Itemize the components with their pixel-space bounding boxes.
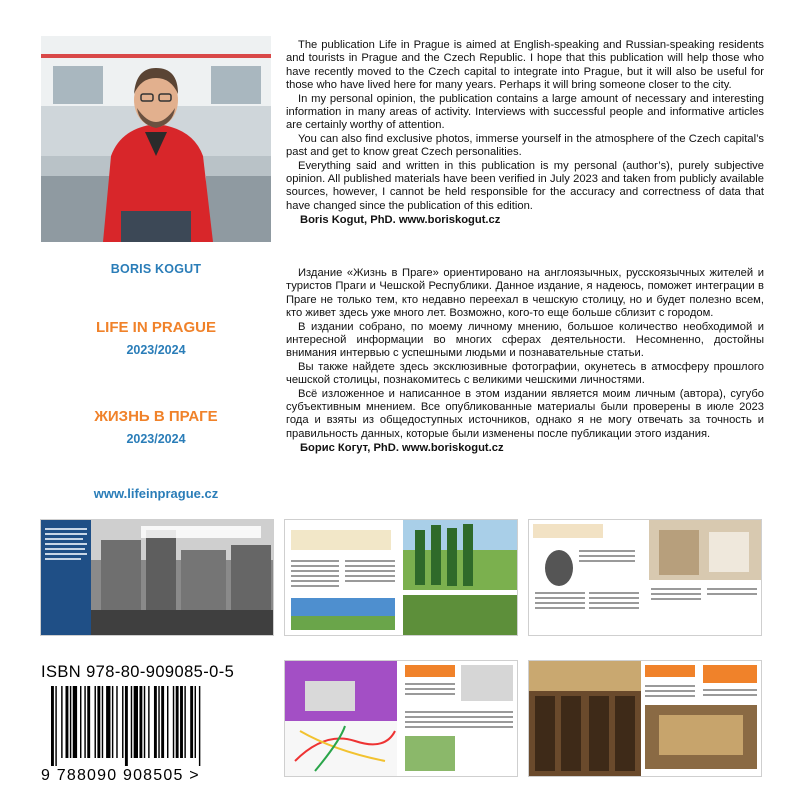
website-link[interactable]: www.lifeinprague.cz: [93, 486, 219, 501]
barcode-digits: 9 788090 908505 >: [41, 767, 200, 784]
english-paragraph: Everything said and written in this publication is my personal (author’s), purely subjective opinion. All published materials have been verified in July 2023 and taken from publicly available sources, however, I cannot be held responsible for the accuracy and correctness of data that have changed since the publication of this edition.: [286, 159, 764, 212]
barcode-bar: [144, 686, 145, 758]
barcode-bar: [134, 686, 138, 758]
barcode-bar: [148, 686, 149, 758]
russian-paragraph: В издании собрано, по моему личному мнению, большое количество необходимой и интересной информации во многих сферах деятельности. Несомненно, достойны внимания интервью с успешными людьми и познавательные статьи.: [286, 320, 764, 360]
english-signature: Boris Kogut, PhD. www.boriskogut.cz: [300, 214, 501, 227]
barcode-bar: [190, 686, 193, 758]
barcode-bar: [161, 686, 164, 758]
barcode-bar: [106, 686, 110, 758]
russian-preface: [286, 267, 764, 456]
barcode-bar: [84, 686, 85, 758]
isbn-label: ISBN 978-80-909085-0-5: [41, 663, 235, 681]
year-russian: 2023/2024: [126, 432, 186, 446]
barcode-bar: [70, 686, 71, 758]
russian-paragraph: Издание «Жизнь в Праге» ориентировано на англоязычных, русскоязычных жителей и туристов Праги и Чешской Республики. Данное издание, я надеюсь, поможет интеграции в Праге не только тем, кто недавно переехал в чешскую столицу, но и будет полезно всем, кто живет здесь уже много лет. Возможно, кого-то еще больше сблизит с городом.: [286, 267, 764, 320]
barcode-bar: [80, 686, 81, 758]
thumbnail-spread-historic-square: [41, 520, 273, 635]
barcode-bar: [102, 686, 103, 758]
author-photo: [41, 36, 271, 242]
barcode-bar: [66, 686, 69, 758]
english-paragraph: You can also find exclusive photos, immerse yourself in the atmosphere of the Czech capital’s past and get to know great Czech personalities.: [286, 132, 764, 159]
thumbnail-spread-library: [529, 661, 761, 776]
barcode-bar: [154, 686, 157, 758]
barcode-bar: [112, 686, 113, 758]
title-english: LIFE IN PRAGUE: [95, 319, 216, 336]
barcode-bar: [167, 686, 168, 758]
russian-paragraph: Всё изложенное и написанное в этом издании является моим личным (автора), сугубо субъективным мнением. Все опубликованные материалы были проверены в июле 2023 года и взяты из общедоступных источников, однако я не могу отвечать за точность и правильность данных, которые были изменены после публикации этого издания.: [286, 387, 764, 440]
thumbnail-spread-metro-map: [285, 661, 517, 776]
barcode-bar: [199, 686, 200, 766]
barcode-bar: [180, 686, 183, 758]
russian-signature: Борис Когут, PhD. www.boriskogut.cz: [300, 442, 504, 455]
barcode-bar: [87, 686, 90, 758]
english-paragraph: In my personal opinion, the publication contains a large amount of necessary and interesting information in many areas of activity. Interviews with successful people and informative articles are certainly worthy of attention.: [286, 92, 764, 132]
barcode-bar: [55, 686, 56, 766]
thumbnail-spread-nature-article: [285, 520, 517, 635]
barcode-bar: [131, 686, 132, 758]
barcode-bar: [97, 686, 100, 758]
year-english: 2023/2024: [126, 343, 186, 357]
thumbnail-spread-personality-article: [529, 520, 761, 635]
barcode-bar: [73, 686, 77, 758]
english-preface: [286, 39, 764, 228]
barcode-bar: [139, 686, 142, 758]
barcode-bar: [122, 686, 123, 758]
barcode-bar: [125, 686, 128, 766]
barcode-bar: [176, 686, 179, 758]
barcode-bar: [51, 686, 54, 766]
barcode-bar: [158, 686, 159, 758]
barcode-bar: [116, 686, 117, 758]
isbn-barcode: [41, 684, 273, 784]
barcode-bar: [61, 686, 62, 758]
barcode-bar: [173, 686, 174, 758]
author-name: BORIS KOGUT: [110, 262, 202, 276]
english-paragraph: The publication Life in Prague is aimed at English-speaking and Russian-speaking residents and tourists in Prague and the Czech Republic. I hope that this publication will help those who have recently moved to the Czech capital to integrate into Prague, but it will also be useful for those who have lived here for many years. Perhaps it will bring someone closer to the city.: [286, 39, 764, 92]
barcode-bar: [95, 686, 96, 758]
barcode-bar: [184, 686, 185, 758]
title-russian: ЖИЗНЬ В ПРАГЕ: [94, 408, 218, 425]
barcode-bar: [195, 686, 196, 758]
russian-paragraph: Вы также найдете здесь эксклюзивные фотографии, окунетесь в атмосферу прошлого чешской столицы, познакомитесь с великими чешскими личностями.: [286, 360, 764, 387]
